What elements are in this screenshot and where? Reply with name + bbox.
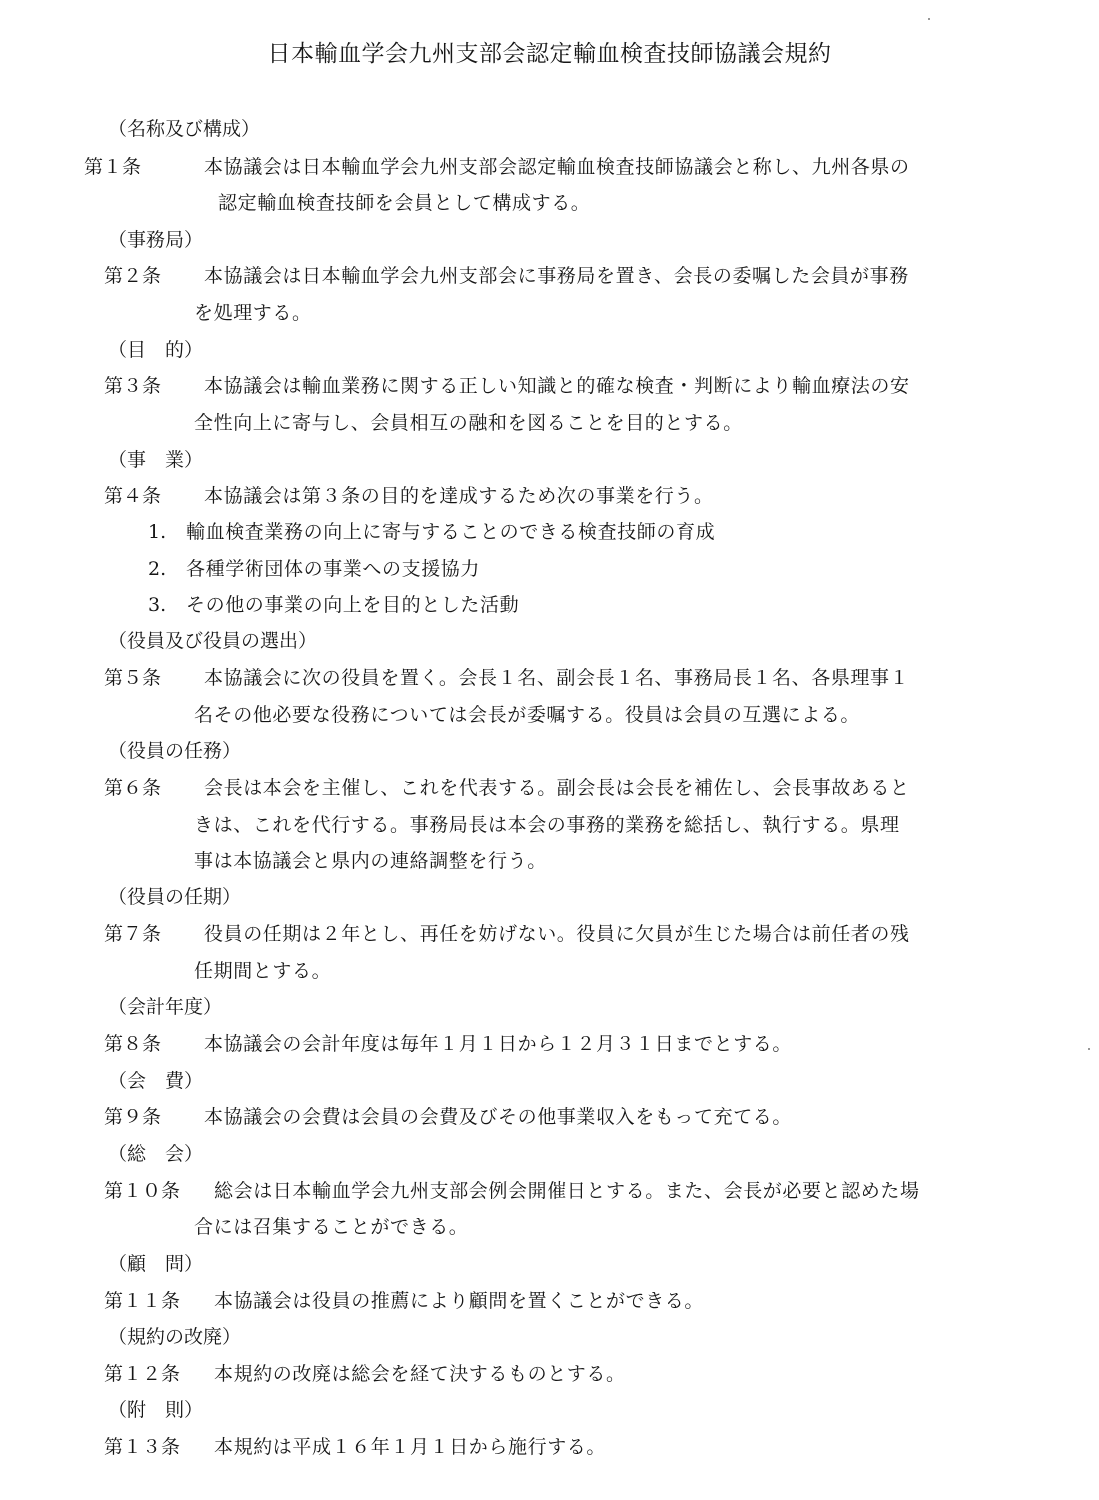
article-13-heading: （附 則） <box>108 1399 204 1421</box>
article-6-label: 第６条 <box>104 777 162 799</box>
article-4-item-3-number: 3. <box>148 594 167 616</box>
article-7-line-1: 役員の任期は２年とし、再任を妨げない。役員に欠員が生じた場合は前任者の残 <box>204 923 910 945</box>
article-11-label: 第１１条 <box>104 1290 181 1312</box>
article-5-label: 第５条 <box>104 667 162 689</box>
article-9-heading: （会 費） <box>108 1070 204 1092</box>
article-6-heading: （役員の任務） <box>108 740 242 762</box>
article-1-label: 第１条 <box>84 156 142 178</box>
article-7-heading: （役員の任期） <box>108 886 242 908</box>
scan-speck <box>928 18 930 20</box>
article-8-line-1: 本協議会の会計年度は毎年１月１日から１２月３１日までとする。 <box>204 1033 793 1055</box>
article-9-line-1: 本協議会の会費は会員の会費及びその他事業収入をもって充てる。 <box>204 1106 793 1128</box>
article-6-line-3: 事は本協議会と県内の連絡調整を行う。 <box>194 850 547 872</box>
article-12-line-1: 本規約の改廃は総会を経て決するものとする。 <box>214 1363 626 1385</box>
article-7-label: 第７条 <box>104 923 162 945</box>
article-11-line-1: 本協議会は役員の推薦により顧問を置くことができる。 <box>214 1290 705 1312</box>
article-10-label: 第１０条 <box>104 1180 181 1202</box>
article-13-label: 第１３条 <box>104 1436 181 1458</box>
article-9-label: 第９条 <box>104 1106 162 1128</box>
article-2-label: 第２条 <box>104 265 162 287</box>
article-11-heading: （顧 問） <box>108 1253 204 1275</box>
article-6-line-2: きは、これを代行する。事務局長は本会の事務的業務を総括し、執行する。県理 <box>194 814 900 836</box>
article-5-heading: （役員及び役員の選出） <box>108 630 318 652</box>
article-3-line-2: 全性向上に寄与し、会員相互の融和を図ることを目的とする。 <box>194 412 743 434</box>
article-3-heading: （目 的） <box>108 339 204 361</box>
article-10-line-1: 総会は日本輸血学会九州支部会例会開催日とする。また、会長が必要と認めた場 <box>214 1180 920 1202</box>
article-4-item-2-number: 2. <box>148 558 167 580</box>
article-2-line-2: を処理する。 <box>194 302 312 324</box>
document-title: 日本輸血学会九州支部会認定輸血検査技師協議会規約 <box>267 41 832 67</box>
article-6-line-1: 会長は本会を主催し、これを代表する。副会長は会長を補佐し、会長事故あると <box>204 777 910 799</box>
article-12-heading: （規約の改廃） <box>108 1326 242 1348</box>
article-13-line-1: 本規約は平成１６年１月１日から施行する。 <box>214 1436 607 1458</box>
article-4-line-1: 本協議会は第３条の目的を達成するため次の事業を行う。 <box>204 485 714 507</box>
article-7-line-2: 任期間とする。 <box>194 960 332 982</box>
article-4-heading: （事 業） <box>108 449 204 471</box>
article-1-heading: （名称及び構成） <box>108 118 261 140</box>
article-4-item-1-number: 1. <box>148 521 167 543</box>
article-8-heading: （会計年度） <box>108 996 223 1018</box>
article-10-line-2: 合には召集することができる。 <box>194 1216 469 1238</box>
article-12-label: 第１２条 <box>104 1363 181 1385</box>
article-2-line-1: 本協議会は日本輸血学会九州支部会に事務局を置き、会長の委嘱した会員が事務 <box>204 265 909 287</box>
article-4-label: 第４条 <box>104 485 162 507</box>
article-4-item-1-text: 輸血検査業務の向上に寄与することのできる検査技師の育成 <box>186 521 716 543</box>
article-8-label: 第８条 <box>104 1033 162 1055</box>
article-3-label: 第３条 <box>104 375 162 397</box>
article-4-item-3-text: その他の事業の向上を目的とした活動 <box>186 594 520 616</box>
article-4-item-2-text: 各種学術団体の事業への支援協力 <box>186 558 481 580</box>
article-2-heading: （事務局） <box>108 229 204 251</box>
article-5-line-1: 本協議会に次の役員を置く。会長１名、副会長１名、事務局長１名、各県理事１ <box>204 667 910 689</box>
scan-speck <box>1088 1048 1090 1050</box>
article-1-line-2: 認定輸血検査技師を会員として構成する。 <box>218 192 591 214</box>
article-1-line-1: 本協議会は日本輸血学会九州支部会認定輸血検査技師協議会と称し、九州各県の <box>204 156 910 178</box>
article-10-heading: （総 会） <box>108 1143 204 1165</box>
article-3-line-1: 本協議会は輸血業務に関する正しい知識と的確な検査・判断により輸血療法の安 <box>204 375 910 397</box>
article-5-line-2: 名その他必要な役務については会長が委嘱する。役員は会員の互選による。 <box>194 704 861 726</box>
